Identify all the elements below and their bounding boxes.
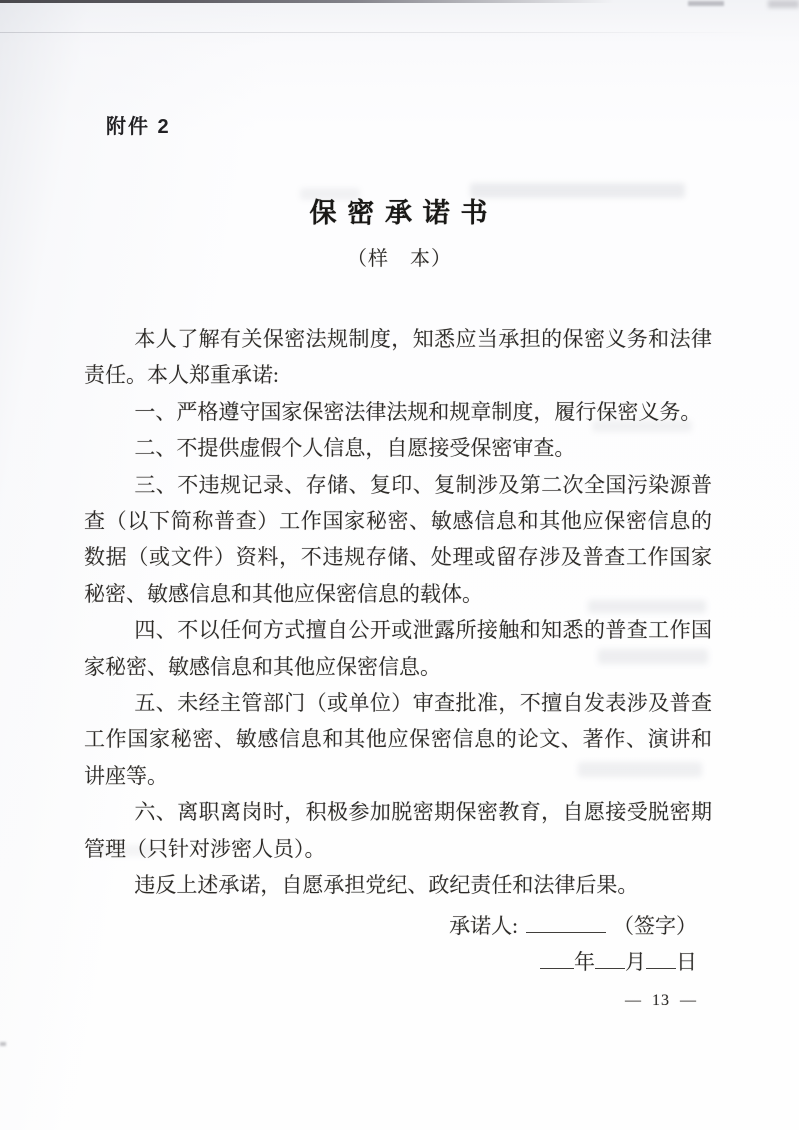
page-number: 13: [652, 992, 670, 1009]
scan-smudge-artifact: [688, 1, 724, 6]
closing-paragraph: 违反上述承诺，自愿承担党纪、政纪责任和法律后果。: [134, 873, 639, 898]
signer-line: [84, 908, 697, 944]
document-body: [84, 321, 712, 980]
date-line: [84, 944, 697, 980]
commitment-item-3: 三、不违规记录、存储、复印、复制涉及第二次全国污染源普查（以下简称普查）工作国家秘密、敏感信息和其他应保密信息的数据（或文件）资料，不违规存储、处理或留存涉及普查工作国家秘密、敏感信息和其他应保密信息的载体。: [84, 472, 712, 606]
commitment-item-2: 二、不提供虚假个人信息，自愿接受保密审查。: [134, 436, 576, 461]
signer-label: 承诺人:: [449, 913, 518, 938]
day-blank-line: [646, 968, 676, 969]
document-title: 保 密 承 诺 书: [309, 198, 490, 228]
commitment-item-4: 四、不以任何方式擅自公开或泄露所接触和知悉的普查工作国家秘密、敏感信息和其他应保密信息。: [84, 618, 712, 679]
scan-dot-artifact: [0, 1042, 6, 1046]
document-subtitle: （样 本）: [347, 248, 452, 270]
scan-corner-artifact: [768, 0, 799, 8]
attachment-label: 附件 2: [106, 116, 171, 138]
year-label: 年: [574, 949, 595, 974]
intro-paragraph: 本人了解有关保密法规制度，知悉应当承担的保密义务和法律责任。本人郑重承诺:: [84, 327, 712, 388]
footer-left-dash: —: [625, 992, 642, 1009]
day-label: 日: [676, 949, 697, 974]
month-label: 月: [625, 949, 646, 974]
scan-top-edge-artifact: [0, 0, 640, 3]
year-blank-line: [540, 968, 574, 969]
signature-block: [84, 908, 712, 981]
footer-right-dash: —: [680, 992, 697, 1009]
scan-hairline-artifact: [0, 32, 799, 33]
signature-blank-line: [526, 932, 606, 933]
commitment-item-6: 六、离职离岗时，积极参加脱密期保密教育，自愿接受脱密期管理（只针对涉密人员）。: [84, 800, 712, 861]
commitment-item-1: 一、严格遵守国家保密法律法规和规章制度，履行保密义务。: [134, 399, 702, 424]
page-number-footer: [606, 992, 716, 1010]
month-blank-line: [595, 968, 625, 969]
signature-note: （签字）: [613, 913, 697, 938]
commitment-item-5: 五、未经主管部门（或单位）审查批准，不擅自发表涉及普查工作国家秘密、敏感信息和其他应保密信息的论文、著作、演讲和讲座等。: [84, 691, 712, 788]
